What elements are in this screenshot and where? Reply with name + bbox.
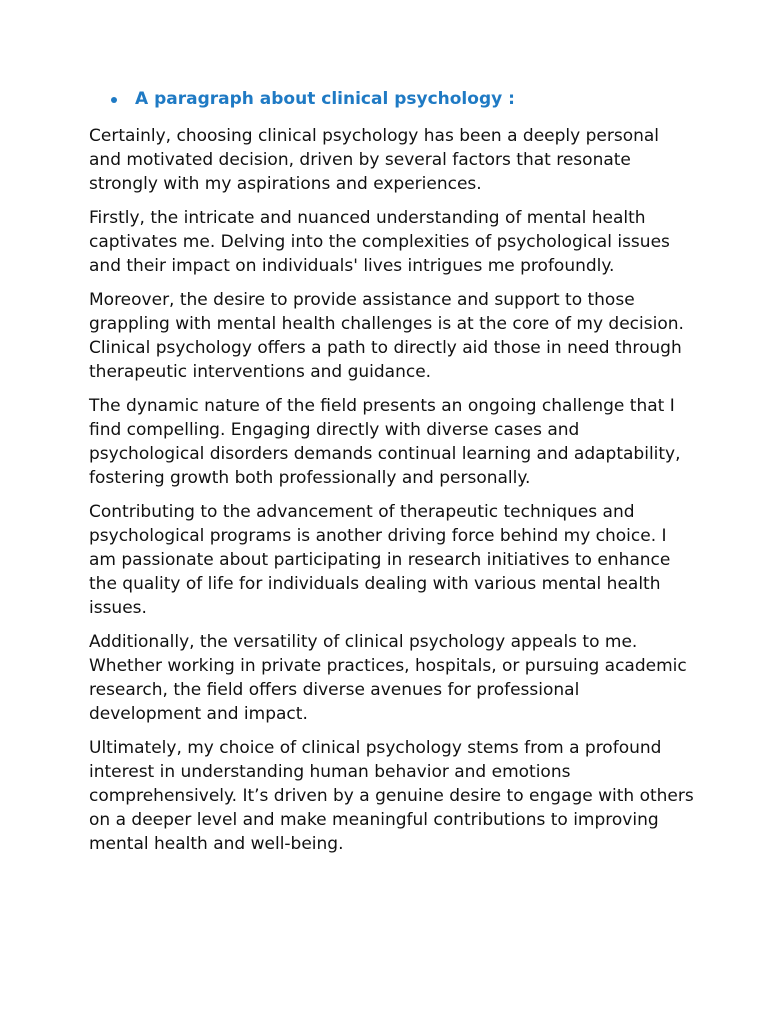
paragraph-6: Additionally, the versatility of clinical psychology appeals to me. Whether working in private practices, hospitals, or pursuing academic research, the field offers diverse avenues for professional development and impact. (89, 632, 687, 724)
paragraph-5: Contributing to the advancement of therapeutic techniques and psychological programs is another driving force behind my choice. I am passionate about participating in research initiatives to enhance the quality of life for individuals dealing with various mental health issues. (89, 502, 671, 618)
paragraph-2: Firstly, the intricate and nuanced understanding of mental health captivates me. Delving into the complexities of psychological issues and their impact on individuals' lives intrigues me profoundly. (89, 208, 670, 276)
paragraph-3: Moreover, the desire to provide assistance and support to those grappling with mental health challenges is at the core of my decision. Clinical psychology offers a path to directly aid those in need through therapeutic interventions and guidance. (89, 290, 684, 382)
section-heading: A paragraph about clinical psychology : (135, 89, 515, 109)
paragraph-4: The dynamic nature of the field presents an ongoing challenge that I find compelling. Engaging directly with diverse cases and psychological disorders demands continual learning and adaptability, fostering growth both professionally and personally. (89, 396, 681, 488)
paragraph-7: Ultimately, my choice of clinical psychology stems from a profound interest in understanding human behavior and emotions comprehensively. It’s driven by a genuine desire to engage with others on a deeper level and make meaningful contributions to improving mental health and well-being. (89, 738, 694, 854)
paragraph-1: Certainly, choosing clinical psychology has been a deeply personal and motivated decision, driven by several factors that resonate strongly with my aspirations and experiences. (89, 126, 660, 194)
heading-list-item (89, 88, 694, 114)
bullet-icon (111, 97, 117, 103)
document-page (89, 88, 694, 866)
